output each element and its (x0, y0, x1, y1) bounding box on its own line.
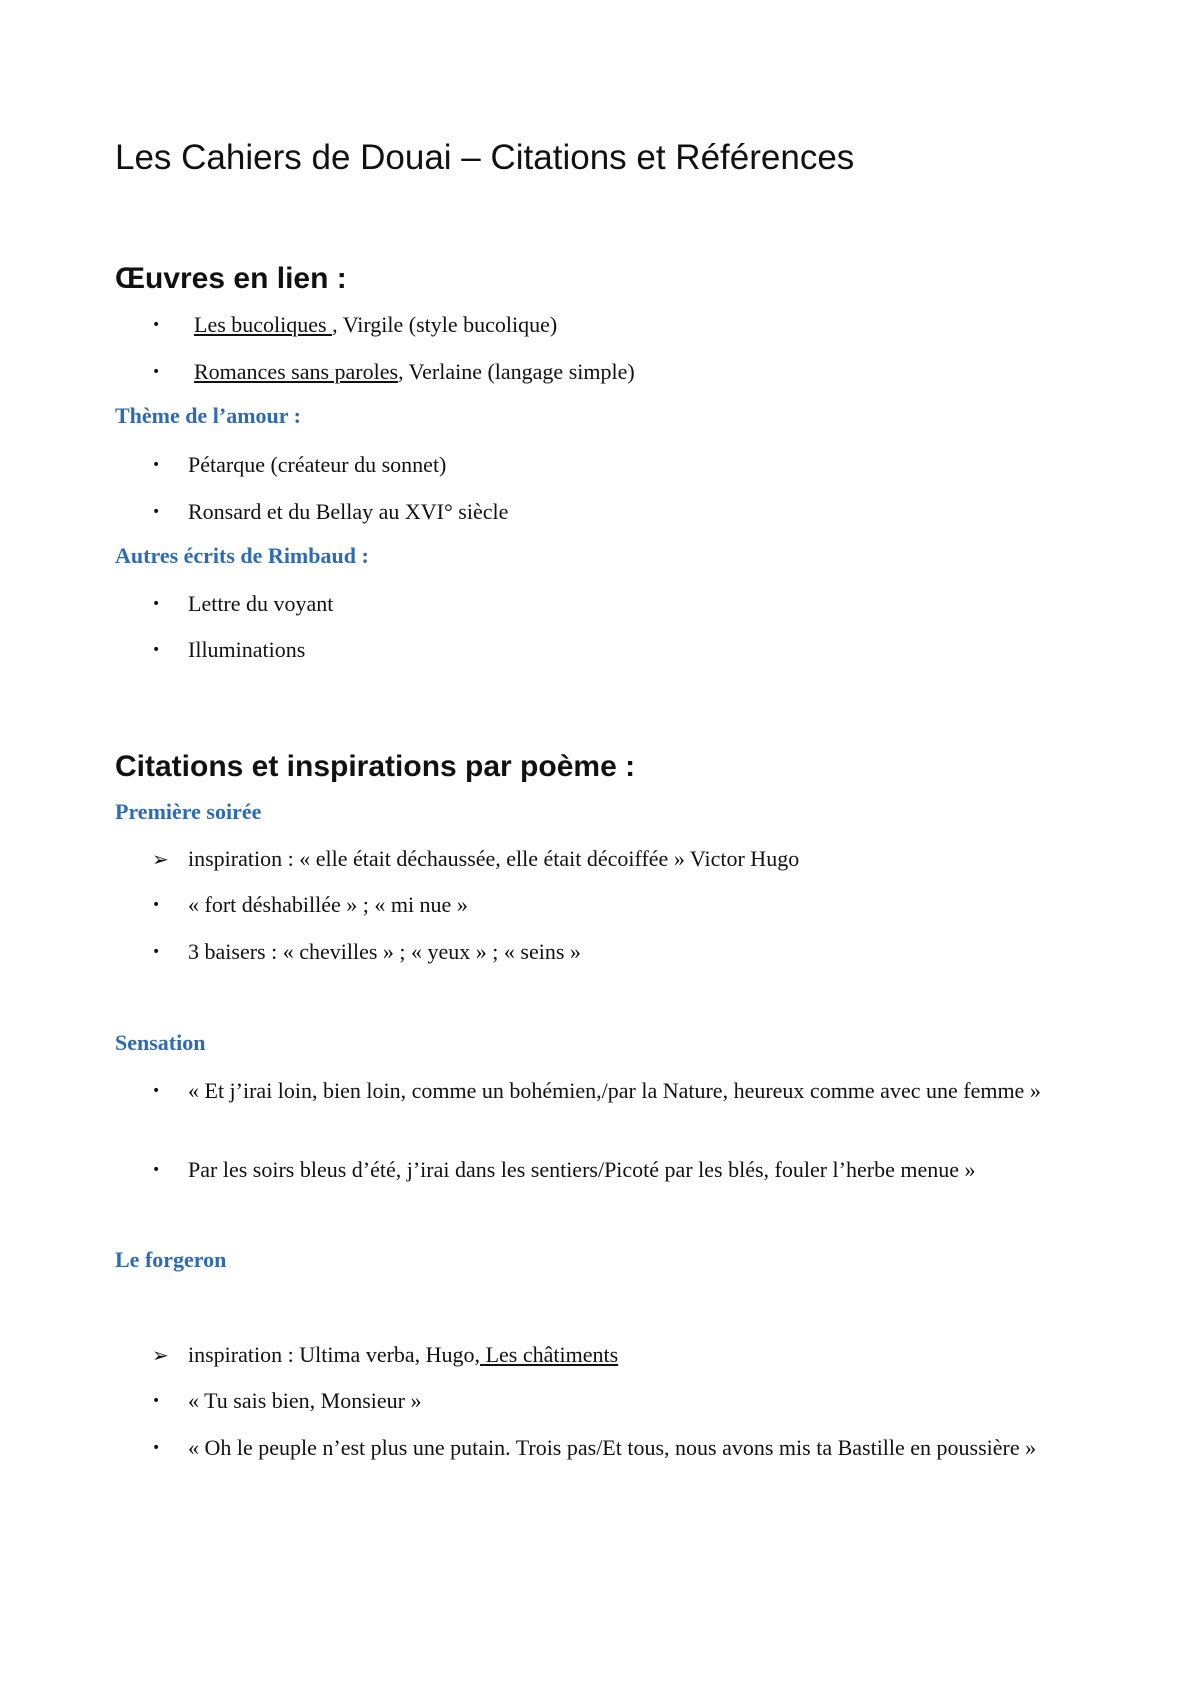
bullet-icon: • (152, 1440, 161, 1456)
arrow-bullet-icon: ➢ (152, 847, 169, 871)
bullet-icon: • (152, 1162, 161, 1178)
list-item: • Illuminations (152, 634, 1082, 666)
list-item: ➢ inspiration : Ultima verba, Hugo, Les châtiments (152, 1339, 1082, 1371)
subheading-rimbaud: Autres écrits de Rimbaud : (115, 543, 369, 568)
work-detail: , Virgile (style bucolique) (332, 312, 558, 337)
bullet-icon: • (152, 1393, 161, 1409)
arrow-bullet-icon: ➢ (152, 1343, 169, 1367)
page-title: Les Cahiers de Douai – Citations et Références (115, 138, 855, 177)
list-item: ➢ inspiration : « elle était déchaussée, elle était décoiffée » Victor Hugo (152, 843, 1082, 875)
section-heading-citations: Citations et inspirations par poème : (115, 750, 636, 783)
bullet-icon: • (152, 1083, 161, 1099)
list-item: • Pétarque (créateur du sonnet) (152, 449, 1082, 481)
work-detail: , Verlaine (langage simple) (398, 359, 635, 384)
list-item: • 3 baisers : « chevilles » ; « yeux » ; « seins » (152, 936, 1082, 968)
list-item (152, 356, 1082, 388)
work-title-link[interactable]: Les châtiments (480, 1342, 619, 1367)
list-item: • « Oh le peuple n’est plus une putain. Trois pas/Et tous, nous avons mis ta Bastille en poussière » (152, 1432, 1082, 1464)
bullet-icon: • (152, 317, 161, 333)
bullet-icon: • (152, 504, 161, 520)
list-item: • « Et j’irai loin, bien loin, comme un bohémien,/par la Nature, heureux comme avec une femme » (152, 1075, 1082, 1107)
subheading-amour: Thème de l’amour : (115, 403, 301, 428)
list-item: • « fort déshabillée » ; « mi nue » (152, 889, 1082, 921)
bullet-icon: • (152, 596, 161, 612)
section-heading-oeuvres: Œuvres en lien : (115, 262, 347, 295)
list-item: • « Tu sais bien, Monsieur » (152, 1385, 1082, 1417)
bullet-icon: • (152, 457, 161, 473)
subheading-forgeron: Le forgeron (115, 1247, 227, 1272)
bullet-icon: • (152, 944, 161, 960)
list-item: • Par les soirs bleus d’été, j’irai dans les sentiers/Picoté par les blés, fouler l’herbe menue » (152, 1154, 1082, 1186)
bullet-icon: • (152, 897, 161, 913)
work-title-link[interactable]: Romances sans paroles (194, 359, 399, 384)
list-item (152, 309, 1082, 341)
work-title-link[interactable]: Les bucoliques (194, 312, 333, 337)
list-item: • Lettre du voyant (152, 588, 1082, 620)
bullet-icon: • (152, 364, 161, 380)
list-item: • Ronsard et du Bellay au XVI° siècle (152, 496, 1082, 528)
subheading-premiere-soiree: Première soirée (115, 799, 262, 824)
subheading-sensation: Sensation (115, 1030, 206, 1055)
bullet-icon: • (152, 642, 161, 658)
